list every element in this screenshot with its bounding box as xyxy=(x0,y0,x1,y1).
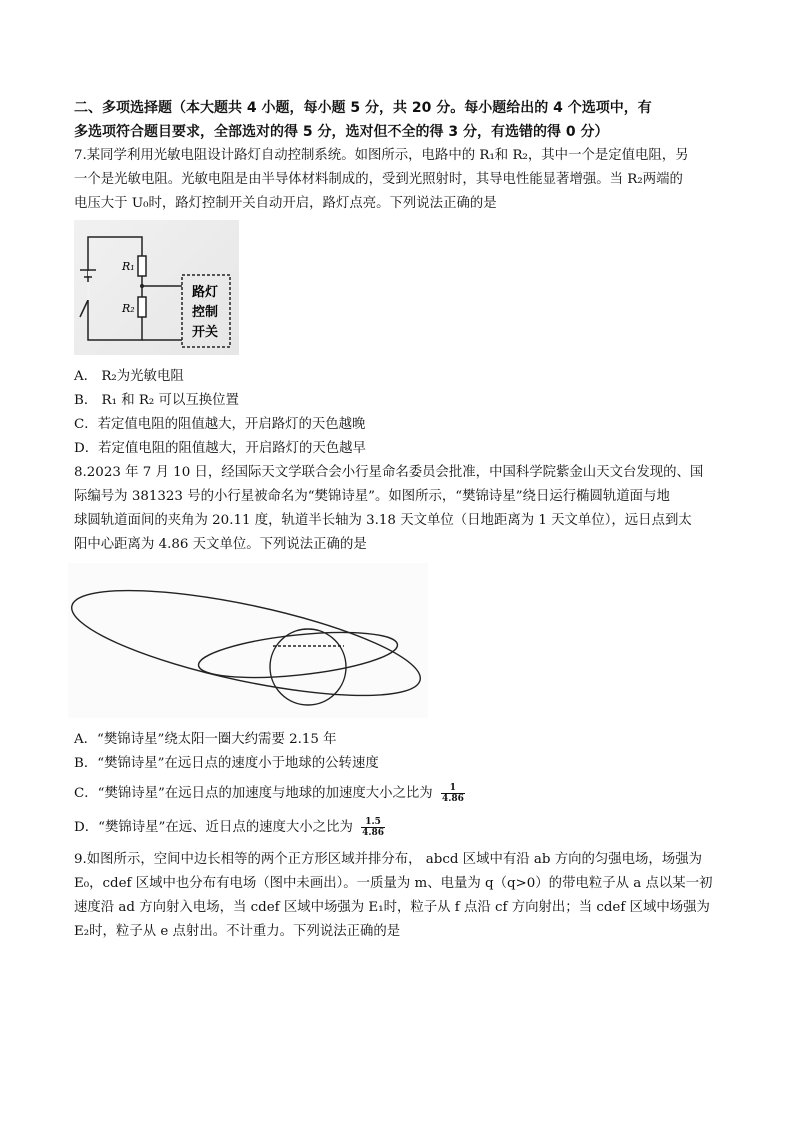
box-label-3: 开关 xyxy=(192,325,219,340)
q9-stem-line-4: E₂时，粒子从 e 点射出。不计重力。下列说法正确的是 xyxy=(74,924,401,939)
q7-option-c: C．若定值电阻的阻值越大，开启路灯的天色越晚 xyxy=(74,417,366,432)
box-label-2: 控制 xyxy=(192,305,219,320)
q8-stem-line-1: 8.2023 年 7 月 10 日，经国际天文学联合会小行星命名委员会批准，中国科学院紫金山天文台发现的、国 xyxy=(74,465,704,480)
section-header-line-2: 多选项符合题目要求，全部选对的得 5 分，选对但不全的得 3 分，有选错的得 0 分） xyxy=(74,124,609,140)
q8-orbit-figure xyxy=(68,563,428,718)
q8-option-c-denominator: 4.86 xyxy=(441,794,464,804)
q8-stem-line-2: 际编号为 381323 号的小行星被命名为“樊锦诗星”。如图所示，“樊锦诗星”绕日运行椭圆轨道面与地 xyxy=(74,489,670,504)
q7-option-a: A． R₂为光敏电阻 xyxy=(74,369,184,384)
q8-option-a: A．“樊锦诗星”绕太阳一圈大约需要 2.15 年 xyxy=(74,732,337,747)
q9-stem-line-1: 9.如图所示，空间中边长相等的两个正方形区域并排分布， abcd 区域中有沿 ab 方向的匀强电场，场强为 xyxy=(74,852,702,867)
resistor-r1 xyxy=(138,256,146,276)
q8-option-b: B．“樊锦诗星”在远日点的速度小于地球的公转速度 xyxy=(74,756,379,771)
q8-stem-line-4: 阳中心距离为 4.86 天文单位。下列说法正确的是 xyxy=(74,537,367,552)
q8-option-c-numerator: 1 xyxy=(441,783,465,794)
exam-page xyxy=(74,96,724,944)
q8-option-c-fraction xyxy=(441,783,465,804)
resistor-r2 xyxy=(138,297,146,317)
q7-option-b: B． R₁ 和 R₂ 可以互换位置 xyxy=(74,393,239,408)
q8-option-d xyxy=(74,816,724,840)
q7-stem-line-2: 一个是光敏电阻。光敏电阻是由半导体材料制成的，受到光照射时，其导电性能显著增强。当 R₂两端的 xyxy=(74,172,683,187)
circuit-wires-loop xyxy=(88,237,142,340)
q8-option-d-numerator: 1.5 xyxy=(361,817,385,828)
q7-option-d: D．若定值电阻的阻值越大，开启路灯的天色越早 xyxy=(74,441,366,456)
q8-option-d-denominator: 4.86 xyxy=(362,828,385,838)
q7-stem-line-1: 7.某同学利用光敏电阻设计路灯自动控制系统。如图所示，电路中的 R₁和 R₂，其中一个是定值电阻，另 xyxy=(74,148,689,163)
q9-stem-line-2: E₀，cdef 区域中也分布有电场（图中未画出）。一质量为 m、电量为 q（q>0）的带电粒子从 a 点以某一初 xyxy=(74,876,713,891)
r1-label: R₁ xyxy=(122,260,135,273)
switch-blade xyxy=(80,300,88,317)
q8-option-d-fraction xyxy=(361,817,385,838)
q7-circuit-figure xyxy=(74,220,239,355)
q8-option-d-text: D．“樊锦诗星”在远、近日点的速度大小之比为 xyxy=(74,820,353,835)
q8-stem-line-3: 球圆轨道面间的夹角为 20.11 度，轨道半长轴为 3.18 天文单位（日地距离为 1 天文单位），远日点到太 xyxy=(74,513,692,528)
r2-label: R₂ xyxy=(122,302,135,315)
q8-option-c-text: C．“樊锦诗星”在远日点的加速度与地球的加速度大小之比为 xyxy=(74,786,433,801)
q9-stem-line-3: 速度沿 ad 方向射入电场，当 cdef 区域中场强为 E₁时，粒子从 f 点沿 cf 方向射出；当 cdef 区域中场强为 xyxy=(74,900,710,915)
box-label-1: 路灯 xyxy=(192,285,219,300)
q8-option-c xyxy=(74,782,724,806)
q7-stem-line-3: 电压大于 U₀时，路灯控制开关自动开启，路灯点亮。下列说法正确的是 xyxy=(74,196,497,211)
section-header-line-1: 二、多项选择题（本大题共 4 小题，每小题 5 分，共 20 分。每小题给出的 4 个选项中，有 xyxy=(74,100,652,116)
